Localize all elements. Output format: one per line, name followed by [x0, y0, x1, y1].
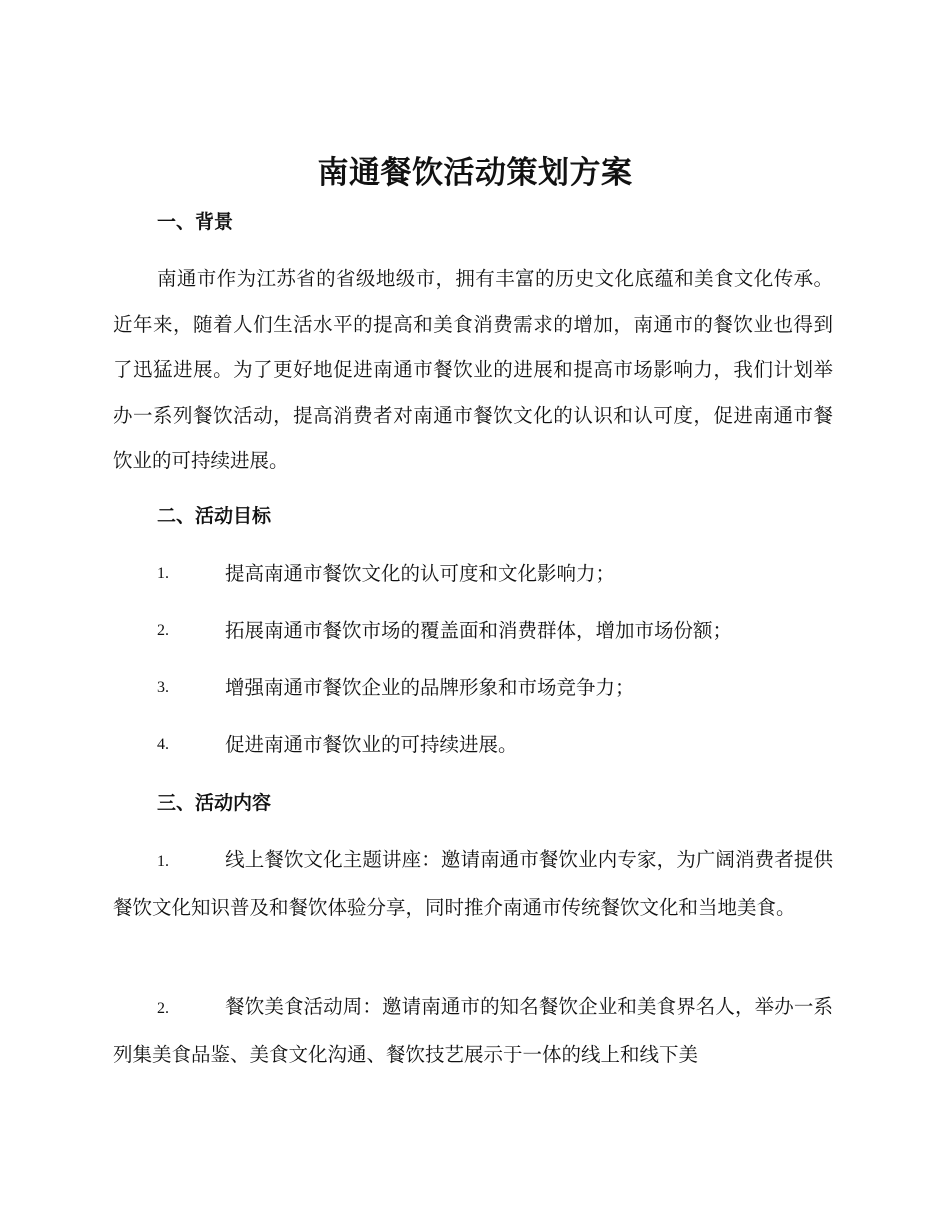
- goal-item-text: 促进南通市餐饮业的可持续进展。: [225, 733, 518, 756]
- section-heading-background: 一、背景: [157, 211, 234, 233]
- goal-item-text: 提高南通市餐饮文化的认可度和文化影响力；: [225, 562, 616, 585]
- content-item-text: 餐饮美食活动周：邀请南通市的知名餐饮企业和美食界名人，举办一系列集美食品鉴、美食文化沟通、餐饮技艺展示于一体的线上和线下美: [113, 995, 833, 1066]
- content-item-text: 线上餐饮文化主题讲座：邀请南通市餐饮业内专家，为广阔消费者提供餐饮文化知识普及和餐饮体验分享，同时推介南通市传统餐饮文化和当地美食。: [113, 848, 833, 919]
- goal-item-number: 4.: [157, 736, 169, 753]
- goal-item-number: 3.: [157, 679, 169, 696]
- goal-item-number: 1.: [157, 565, 169, 582]
- goal-item-text: 增强南通市餐饮企业的品牌形象和市场竞争力；: [225, 676, 635, 699]
- goal-item-number: 2.: [157, 622, 169, 639]
- section-heading-content: 三、活动内容: [157, 792, 272, 814]
- goal-item-text: 拓展南通市餐饮市场的覆盖面和消费群体，增加市场份额；: [225, 619, 733, 642]
- background-paragraph: 南通市作为江苏省的省级地级市，拥有丰富的历史文化底蕴和美食文化传承。近年来，随着人们生活水平的提高和美食消费需求的增加，南通市的餐饮业也得到了迅猛进展。为了更好地促进南通市餐饮业的进展和提高市场影响力，我们计划举办一系列餐饮活动，提高消费者对南通市餐饮文化的认识和认可度，促进南通市餐饮业的可持续进展。: [113, 267, 833, 472]
- content-item-number: 1.: [157, 853, 169, 870]
- content-item: [113, 984, 833, 1077]
- content-item-number: 2.: [157, 1000, 169, 1017]
- section-heading-goals: 二、活动目标: [157, 505, 272, 527]
- document-title: 南通餐饮活动策划方案: [317, 155, 633, 191]
- content-item: [113, 837, 833, 930]
